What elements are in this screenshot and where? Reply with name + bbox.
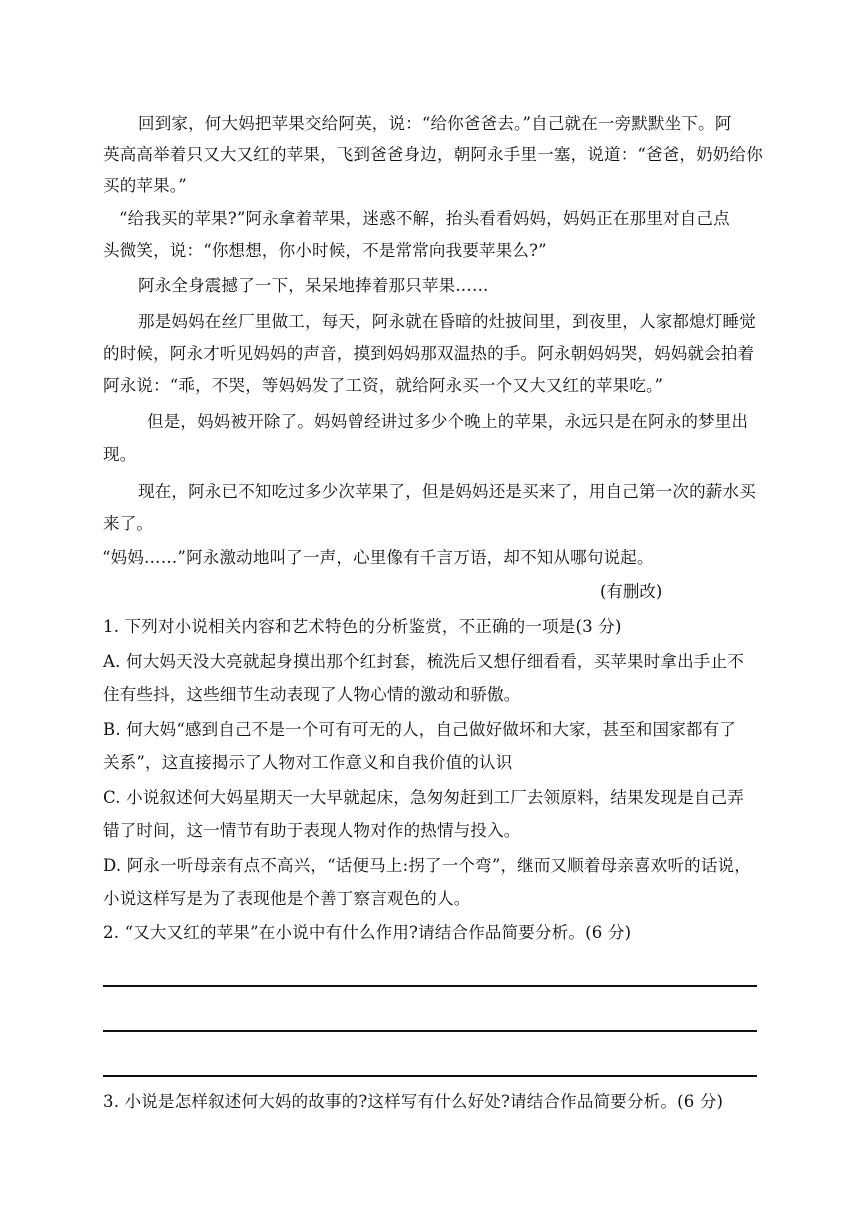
- option-c-line-1: C. 小说叙述何大妈星期天一大早就起床，急匆匆赶到工厂去领原料，结果发现是自己弄: [103, 788, 745, 807]
- source-note: (有删改): [600, 582, 663, 601]
- question-3-stem: 3. 小说是怎样叙述何大妈的故事的?这样写有什么好处?请结合作品简要分析。(6 分): [103, 1092, 724, 1111]
- story-line-10: 但是，妈妈被开除了。妈妈曾经讲过多少个晚上的苹果，永远只是在阿永的梦里出: [147, 412, 749, 431]
- option-a-line-2: 住有些抖，这些细节生动表现了人物心情的激动和骄傲。: [103, 685, 521, 704]
- option-b-line-2: 关系”，这直接揭示了人物对工作意义和自我价值的认识: [103, 753, 513, 772]
- story-line-3: 买的苹果。”: [103, 176, 187, 195]
- story-line-6: 阿永全身震撼了一下，呆呆地捧着那只苹果……: [138, 276, 489, 295]
- story-line-14: “妈妈……”阿永激动地叫了一声，心里像有千言万语，却不知从哪句说起。: [102, 548, 654, 567]
- option-d-line-2: 小说这样写是为了表现他是个善丁察言观色的人。: [103, 889, 471, 908]
- answer-line-1: [103, 985, 757, 987]
- story-line-7: 那是妈妈在丝厂里做工，每天，阿永就在昏暗的灶披间里，到夜里，人家都熄灯睡觉: [138, 312, 756, 331]
- story-line-12: 现在，阿永已不知吃过多少次苹果了，但是妈妈还是买来了，用自己第一次的薪水买: [138, 482, 756, 501]
- answer-line-3: [103, 1075, 757, 1077]
- answer-line-2: [103, 1030, 757, 1032]
- option-c-line-2: 错了时间，这一情节有助于表现人物对作的热情与投入。: [103, 821, 521, 840]
- option-d-line-1: D. 阿永一听母亲有点不高兴，“话便马上:拐了一个弯”，继而又顺着母亲喜欢听的话说，: [103, 856, 751, 875]
- story-line-13: 来了。: [103, 514, 154, 533]
- story-line-11: 现。: [103, 445, 137, 464]
- question-1-stem: 1. 下列对小说相关内容和艺术特色的分析鉴赏，不正确的一项是(3 分): [103, 617, 622, 636]
- story-line-8: 的时候，阿永才听见妈妈的声音，摸到妈妈那双温热的手。阿永朝妈妈哭，妈妈就会拍着: [103, 344, 755, 363]
- story-line-9: 阿永说：“乖，不哭，等妈妈发了工资，就给阿永买一个又大又红的苹果吃。”: [103, 376, 664, 395]
- story-line-5: 头微笑，说：“你想想，你小时候，不是常常向我要苹果么?”: [103, 241, 547, 260]
- question-2-stem: 2. “又大又红的苹果”在小说中有什么作用?请结合作品简要分析。(6 分): [103, 923, 632, 942]
- option-a-line-1: A. 何大妈天没大亮就起身摸出那个红封套，梳洗后又想仔细看看，买苹果时拿出手止不: [103, 652, 744, 671]
- story-line-1: 回到家，何大妈把苹果交给阿英，说：“给你爸爸去。”自己就在一旁默默坐下。阿: [138, 114, 732, 133]
- story-line-4: “给我买的苹果?”阿永拿着苹果，迷惑不解，抬头看看妈妈，妈妈正在那里对自己点: [119, 209, 730, 228]
- option-b-line-1: B. 何大妈“感到自己不是一个可有可无的人，自己做好做坏和大家，甚至和国家都有了: [103, 720, 737, 739]
- story-line-2: 英高高举着只又大又红的苹果，飞到爸爸身边，朝阿永手里一塞，说道：“爸爸，奶奶给你: [103, 145, 763, 164]
